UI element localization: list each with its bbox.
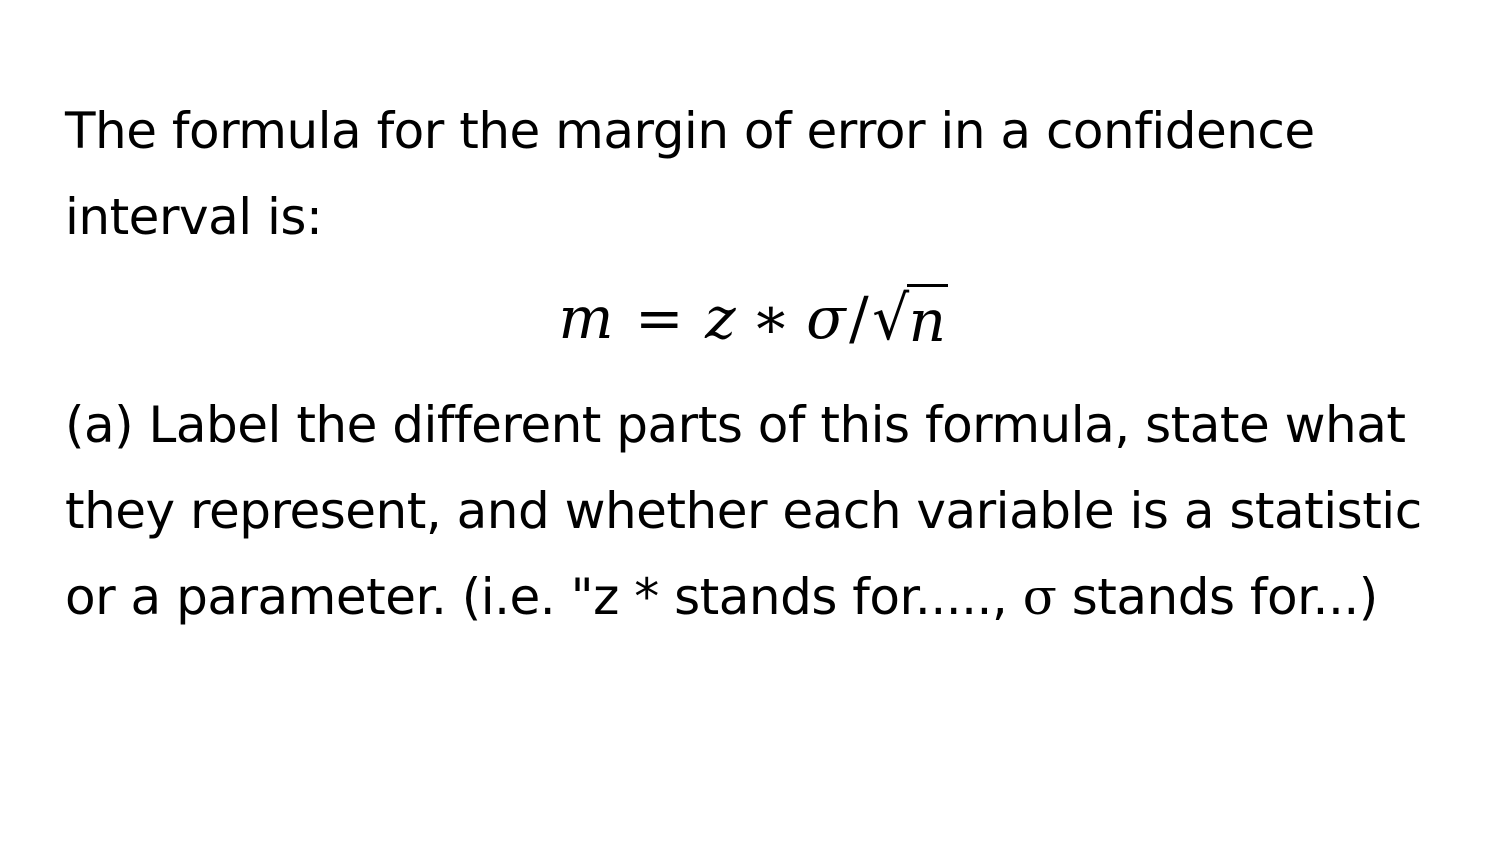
formula-n-variable: n — [907, 284, 948, 355]
document-page — [65, 88, 1445, 640]
formula-square-root — [872, 281, 947, 355]
formula-equals-sign: = — [634, 283, 684, 352]
formula-division-slash: / — [849, 283, 869, 352]
intro-paragraph: The formula for the margin of error in a confidence interval is: — [65, 102, 1315, 246]
margin-of-error-formula — [65, 260, 1445, 378]
question-sigma-symbol: σ — [1022, 568, 1057, 626]
formula-expression — [558, 281, 947, 355]
formula-z-variable: z — [705, 283, 736, 352]
formula-star: ∗ — [751, 283, 791, 352]
radical-sign: √ — [872, 281, 909, 354]
question-text-start: (a) Label the different parts of this formula, state what they represent, and whether each variable is a statistic or a parameter. (i.e. "z * stands for....., — [65, 396, 1422, 626]
formula-margin-variable: m — [558, 283, 613, 352]
question-text-end: stands for...) — [1056, 568, 1378, 626]
question-paragraph — [65, 382, 1445, 640]
formula-sigma-variable: σ — [806, 283, 846, 352]
